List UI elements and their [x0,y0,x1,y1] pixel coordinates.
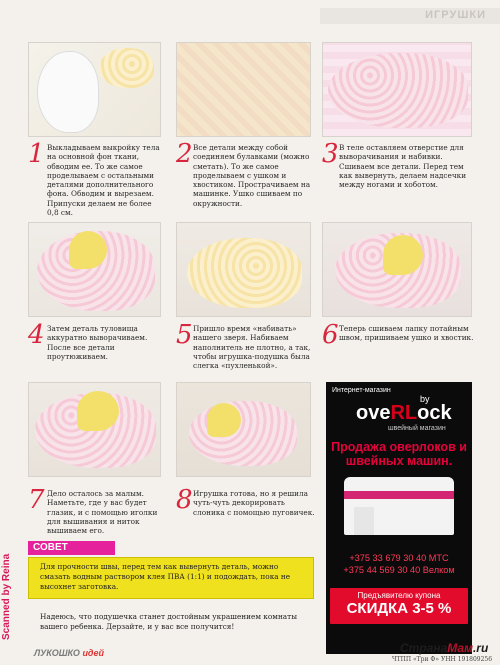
ad-phone: +375 33 679 30 40 МТС [349,553,449,563]
advertisement [326,382,472,654]
tip-label: СОВЕТ [28,541,115,555]
closing-text: Надеюсь, что подушечка станет достойным украшением комнаты вашего ребенка. Дерзайте, и у вас все получится! [40,612,297,631]
step-text: Игрушка готова, но я решила чуть-чуть декорировать слоника с помощью пуговичек. [193,489,315,517]
elephant-body [187,238,302,308]
scanned-by-label: Scanned by Reina [1,553,12,640]
ad-logo [356,402,452,425]
ad-store-label: Интернет-магазин [332,387,391,394]
coupon-banner [330,588,468,624]
step-number: 6 [322,320,339,350]
magazine-footer [34,648,104,658]
tip-text: Для прочности швы, перед тем как вывернуть деталь, можно смазать водным раствором клея ПВА (1:1) и подождать, пока не высохнет заготовка. [40,562,291,591]
elephant-body [189,401,297,466]
magazine-name: ЛУКОШКО [34,648,80,658]
elephant-ear [77,391,119,431]
step-text: Теперь сшиваем лапку потайным швом, пришиваем ушко и хвостик. [339,324,474,343]
step-number: 5 [176,320,193,350]
step-number: 8 [176,485,193,515]
ad-subtitle: швейный магазин [388,425,446,432]
site-name-part: Мам [447,641,473,655]
coupon-line: Предъявителю купона [357,591,441,600]
ad-logo-part: RL [390,402,418,424]
coupon-discount: СКИДКА 3-5 % [346,600,452,617]
step-number: 1 [28,139,45,169]
site-name: Страна [400,641,448,655]
elephant-ear [383,235,423,275]
step-6-photo [322,222,472,317]
step-text: Выкладываем выкройку тела на основной фон ткани, обводим ее. То же самое проделываем с остальными деталями дополнительного фона. Обводим и вырезаем. Припуски делаем не более 0,8 см. [47,143,160,218]
site-watermark [400,641,488,655]
pattern-paper [37,51,99,133]
step-text: Дело осталось за малым. Наметьте, где у вас будет глазик, и с помощью иголки для вышивания и ниток вышиваем его. [47,489,158,536]
section-title: ИГРУШКИ [425,9,486,21]
step-1-photo [28,42,161,137]
step-7-photo [28,382,161,477]
step-text: В теле оставляем отверстие для выворачивания и набивки. Сшиваем все детали. Перед тем как вывернуть, делаем надсечки между ногами и хоботом. [339,143,467,190]
print-info: ЧТПП «Три Ф» УНН 191809256 [392,656,493,663]
step-text: Все детали между собой соединяем булавками (можно сметать). То же самое проделываем с ушком и хвостиком. Прострачиваем на машинке. Ушко сшиваем по окружности. [193,143,311,208]
ad-by: by [420,394,430,404]
step-8-photo [176,382,311,477]
ad-phone: +375 44 569 30 40 Велком [343,565,455,575]
step-text: Пришло время «набивать» нашего зверя. Набиваем наполнитель не плотно, а так, чтобы игрушка-подушка была слегка «пухленькой». [193,324,311,371]
elephant-ear [69,231,107,269]
ad-logo-part: ove [356,402,391,424]
step-3-photo [322,42,472,137]
elephant-body [328,53,468,128]
step-text: Затем деталь туловища аккуратно выворачиваем. После все детали проутюживаем. [47,324,148,361]
ad-logo-part: ock [417,402,452,424]
step-number: 3 [322,139,339,169]
elephant-ear [207,403,241,437]
sewing-machine-image [344,477,454,535]
step-number: 7 [28,485,45,515]
step-5-photo [176,222,311,317]
step-2-photo [176,42,311,137]
machine-arm [354,507,374,535]
fabric-piece [99,48,154,88]
site-tld: .ru [472,641,489,655]
ad-headline: Продажа оверлоков и швейных машин. [331,440,467,468]
step-number: 4 [28,320,45,350]
machine-band [344,491,454,499]
magazine-name-part: идей [82,648,105,658]
step-4-photo [28,222,161,317]
step-number: 2 [176,139,193,169]
